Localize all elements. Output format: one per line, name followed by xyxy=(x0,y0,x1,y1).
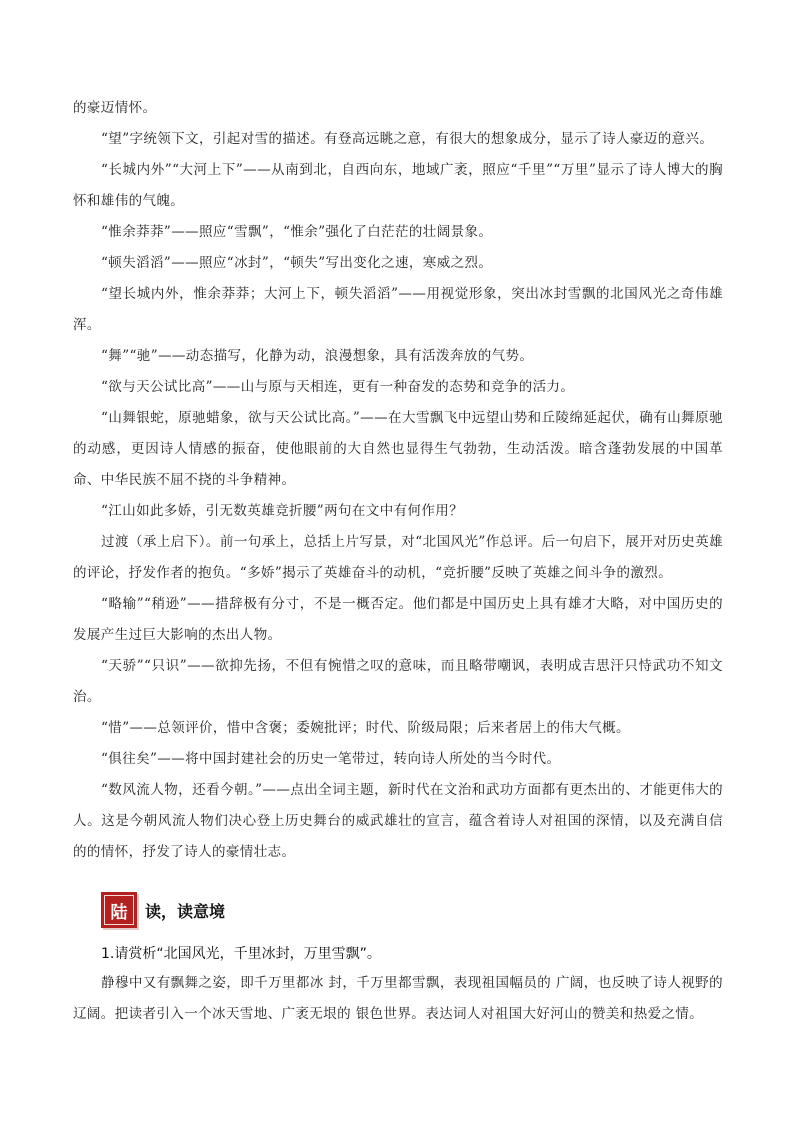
paragraph: “惜”——总领评价，惜中含褒；委婉批评；时代、阶级局限；后来者居上的伟大气概。 xyxy=(101,720,630,736)
question-text: 1.请赏析“北国风光，千里冰封，万里雪飘”。 xyxy=(101,946,381,962)
answer-block xyxy=(73,968,723,1030)
main-text xyxy=(73,0,723,868)
seal-char: 陆 xyxy=(104,895,134,925)
paragraph: 过渡（承上启下）。前一句承上，总括上片写景，对“北国风光”作总评。后一句启下，展开对历史英雄的评论，抒发作者的抱负。“多娇”揭示了英雄奋斗的动机，“竞折腰”反映了英雄之间斗争的激烈。 xyxy=(73,534,723,581)
paragraph: “望”字统领下文，引起对雪的描述。有登高远眺之意，有很大的想象成分，显示了诗人豪迈的意兴。 xyxy=(101,131,714,147)
paragraph: “数风流人物，还看今朝。”——点出全词主题，新时代在文治和武功方面都有更杰出的、才能更伟大的人。这是今朝风流人物们决心登上历史舞台的威武雄壮的宣言，蕴含着诗人对祖国的深情，以及充满自信的的情怀，抒发了诗人的豪情壮志。 xyxy=(73,782,723,860)
paragraph: 的豪迈情怀。 xyxy=(73,100,157,116)
paragraph: “欲与天公试比高”——山与原与天相连，更有一种奋发的态势和竞争的活力。 xyxy=(101,379,575,395)
paragraph: “惟余莽莽”——照应“雪飘”，“惟余”强化了白茫茫的壮阔景象。 xyxy=(101,224,493,240)
section-title: 读，读意境 xyxy=(145,901,226,921)
paragraph: “望长城内外，惟余莽莽；大河上下，顿失滔滔”——用视觉形象，突出冰封雪飘的北国风光之奇伟雄浑。 xyxy=(73,286,723,333)
paragraph: “长城内外”“大河上下”——从南到北，自西向东，地域广袤，照应“千里”“万里”显示了诗人博大的胸怀和雄伟的气魄。 xyxy=(73,162,723,209)
section-header xyxy=(101,888,225,932)
paragraph: “舞”“驰”——动态描写，化静为动，浪漫想象，具有活泼奔放的气势。 xyxy=(101,348,534,364)
paragraph: “天骄”“只识”——欲抑先扬，不但有惋惜之叹的意味，而且略带嘲讽，表明成吉思汗只恃武功不知文治。 xyxy=(73,658,723,705)
paragraph: “略输”“稍逊”——措辞极有分寸，不是一概否定。他们都是中国历史上具有雄才大略，对中国历史的发展产生过巨大影响的杰出人物。 xyxy=(73,596,723,643)
question-paragraph: “江山如此多娇，引无数英雄竞折腰”两句在文中有何作用？ xyxy=(101,503,464,519)
answer-text: 静穆中又有飘舞之姿，即千万里都冰 封，千万里都雪飘，表现祖国幅员的 广阔，也反映了诗人视野的辽阔。把读者引入一个冰天雪地、广袤无垠的 银色世界。表达词人对祖国大好河山的赞美和热爱之情。 xyxy=(73,975,723,1022)
paragraph: “顿失滔滔”——照应“冰封”，“顿失”写出变化之速，寒威之烈。 xyxy=(101,255,493,271)
paragraph: “俱往矣”——将中国封建社会的历史一笔带过，转向诗人所处的当今时代。 xyxy=(101,751,561,767)
paragraph: “山舞银蛇，原驰蜡象，欲与天公试比高。”——在大雪飘飞中远望山势和丘陵绵延起伏，确有山舞原驰的动感，更因诗人情感的振奋，使他眼前的大自然也显得生气勃勃，生动活泼。暗含蓬勃发展的中国革命、中华民族不屈不挠的斗争精神。 xyxy=(73,410,723,488)
seal-icon xyxy=(101,892,137,928)
